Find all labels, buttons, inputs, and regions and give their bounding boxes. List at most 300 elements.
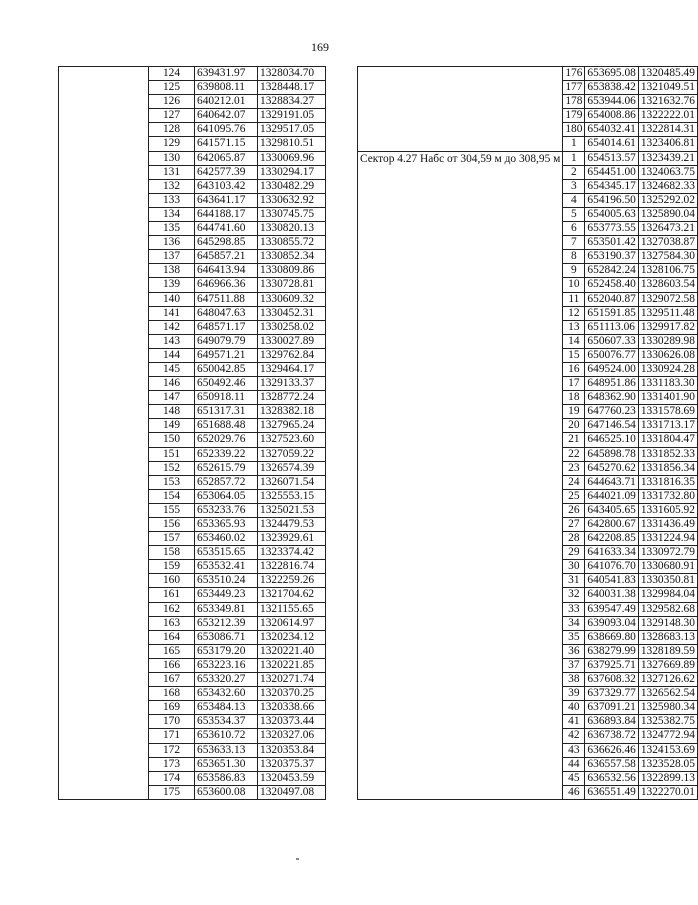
coord-y: 1331816.35 <box>638 475 697 489</box>
coord-y: 1322270.01 <box>638 785 697 799</box>
coord-x: 652029.76 <box>195 433 258 447</box>
coord-x: 644188.17 <box>195 207 258 221</box>
coord-y: 1330294.17 <box>258 165 326 179</box>
coord-x: 648571.17 <box>195 320 258 334</box>
coord-x: 640541.83 <box>585 574 638 588</box>
coord-x: 649571.21 <box>195 348 258 362</box>
point-number: 150 <box>149 433 195 447</box>
coord-x: 652615.79 <box>195 461 258 475</box>
coord-x: 645898.78 <box>585 447 638 461</box>
coord-y: 1328189.59 <box>638 644 697 658</box>
coord-x: 653233.76 <box>195 503 258 517</box>
point-number: 177 <box>563 81 585 95</box>
coord-x: 636738.72 <box>585 729 638 743</box>
coord-x: 648951.86 <box>585 377 638 391</box>
coord-x: 641076.70 <box>585 560 638 574</box>
coord-y: 1330972.79 <box>638 546 697 560</box>
point-number: 162 <box>149 602 195 616</box>
point-number: 42 <box>563 729 585 743</box>
point-number: 168 <box>149 687 195 701</box>
point-number: 134 <box>149 207 195 221</box>
sector-label: Сектор 4.27 Набс от 304,59 м до 308,95 м <box>358 151 563 799</box>
table-row <box>358 67 698 81</box>
point-number: 149 <box>149 419 195 433</box>
point-number: 170 <box>149 715 195 729</box>
point-number: 1 <box>563 151 585 165</box>
coord-x: 639547.49 <box>585 602 638 616</box>
coord-y: 1331732.80 <box>638 489 697 503</box>
coord-x: 654005.63 <box>585 207 638 221</box>
coord-y: 1331436.49 <box>638 518 697 532</box>
coord-y: 1329810.51 <box>258 137 326 151</box>
coord-x: 637608.32 <box>585 673 638 687</box>
point-number: 26 <box>563 503 585 517</box>
coord-y: 1322222.01 <box>638 109 697 123</box>
coord-x: 653460.02 <box>195 532 258 546</box>
point-number: 135 <box>149 222 195 236</box>
coord-y: 1328106.75 <box>638 264 697 278</box>
coord-x: 653838.42 <box>585 81 638 95</box>
coord-x: 650607.33 <box>585 334 638 348</box>
coord-y: 1330745.75 <box>258 207 326 221</box>
point-number: 158 <box>149 546 195 560</box>
coord-y: 1329517.05 <box>258 123 326 137</box>
coord-y: 1330289.98 <box>638 334 697 348</box>
coord-x: 653510.24 <box>195 574 258 588</box>
coord-y: 1327059.22 <box>258 447 326 461</box>
point-number: 27 <box>563 518 585 532</box>
coord-x: 654014.61 <box>585 137 638 151</box>
point-number: 18 <box>563 391 585 405</box>
coord-x: 653534.37 <box>195 715 258 729</box>
point-number: 12 <box>563 306 585 320</box>
coord-y: 1320221.85 <box>258 658 326 672</box>
point-number: 157 <box>149 532 195 546</box>
point-number: 180 <box>563 123 585 137</box>
point-number: 153 <box>149 475 195 489</box>
coord-y: 1331713.17 <box>638 419 697 433</box>
coord-y: 1330626.08 <box>638 348 697 362</box>
point-number: 45 <box>563 771 585 785</box>
point-number: 30 <box>563 560 585 574</box>
coord-y: 1330820.13 <box>258 222 326 236</box>
coord-y: 1329511.48 <box>638 306 697 320</box>
coord-y: 1325292.02 <box>638 193 697 207</box>
point-number: 176 <box>563 67 585 81</box>
coord-y: 1328834.27 <box>258 95 326 109</box>
coord-y: 1328603.54 <box>638 278 697 292</box>
coord-y: 1323406.81 <box>638 137 697 151</box>
point-number: 164 <box>149 630 195 644</box>
point-number: 133 <box>149 193 195 207</box>
coord-x: 639093.04 <box>585 616 638 630</box>
coord-y: 1331804.47 <box>638 433 697 447</box>
point-number: 174 <box>149 771 195 785</box>
coord-y: 1325553.15 <box>258 489 326 503</box>
coord-x: 645857.21 <box>195 250 258 264</box>
coord-y: 1320271.74 <box>258 673 326 687</box>
point-number: 147 <box>149 391 195 405</box>
coord-y: 1328382.18 <box>258 405 326 419</box>
coord-x: 653365.93 <box>195 518 258 532</box>
point-number: 126 <box>149 95 195 109</box>
point-number: 140 <box>149 292 195 306</box>
coordinates-table-left <box>58 66 326 800</box>
coord-x: 642577.39 <box>195 165 258 179</box>
coord-x: 637925.71 <box>585 658 638 672</box>
coord-y: 1320453.59 <box>258 771 326 785</box>
point-number: 156 <box>149 518 195 532</box>
point-number: 130 <box>149 151 195 165</box>
coord-x: 653633.13 <box>195 743 258 757</box>
coord-y: 1322259.26 <box>258 574 326 588</box>
coord-y: 1331852.33 <box>638 447 697 461</box>
point-number: 36 <box>563 644 585 658</box>
coord-x: 643641.17 <box>195 193 258 207</box>
coord-y: 1329582.68 <box>638 602 697 616</box>
coord-x: 645270.62 <box>585 461 638 475</box>
coord-x: 640212.01 <box>195 95 258 109</box>
coord-y: 1325890.04 <box>638 207 697 221</box>
coord-y: 1330728.81 <box>258 278 326 292</box>
coord-y: 1330069.96 <box>258 151 326 165</box>
point-number: 2 <box>563 165 585 179</box>
point-number: 46 <box>563 785 585 799</box>
coord-x: 647760.23 <box>585 405 638 419</box>
coord-x: 653651.30 <box>195 757 258 771</box>
point-number: 172 <box>149 743 195 757</box>
coord-y: 1329191.05 <box>258 109 326 123</box>
coord-y: 1325980.34 <box>638 701 697 715</box>
coord-x: 653064.05 <box>195 489 258 503</box>
point-number: 128 <box>149 123 195 137</box>
coord-y: 1321704.62 <box>258 588 326 602</box>
coord-x: 654513.57 <box>585 151 638 165</box>
coord-x: 636551.49 <box>585 785 638 799</box>
coord-x: 651688.48 <box>195 419 258 433</box>
coord-x: 653449.23 <box>195 588 258 602</box>
coord-y: 1320234.12 <box>258 630 326 644</box>
point-number: 161 <box>149 588 195 602</box>
point-number: 165 <box>149 644 195 658</box>
coord-x: 647146.54 <box>585 419 638 433</box>
coord-x: 654451.00 <box>585 165 638 179</box>
coord-y: 1324479.53 <box>258 518 326 532</box>
coord-y: 1327038.87 <box>638 236 697 250</box>
coord-y: 1331183.30 <box>638 377 697 391</box>
point-number: 160 <box>149 574 195 588</box>
coord-x: 651591.85 <box>585 306 638 320</box>
coord-y: 1320614.97 <box>258 616 326 630</box>
point-number: 31 <box>563 574 585 588</box>
coord-x: 636532.56 <box>585 771 638 785</box>
table-row <box>358 151 698 165</box>
coord-y: 1330855.72 <box>258 236 326 250</box>
point-number: 166 <box>149 658 195 672</box>
coord-x: 654196.50 <box>585 193 638 207</box>
coord-y: 1322814.31 <box>638 123 697 137</box>
coord-x: 653086.71 <box>195 630 258 644</box>
point-number: 148 <box>149 405 195 419</box>
coord-x: 636557.58 <box>585 757 638 771</box>
coord-x: 647511.88 <box>195 292 258 306</box>
point-number: 7 <box>563 236 585 250</box>
point-number: 35 <box>563 630 585 644</box>
sector-cell <box>358 67 563 152</box>
coord-y: 1330258.02 <box>258 320 326 334</box>
coord-x: 652458.40 <box>585 278 638 292</box>
point-number: 44 <box>563 757 585 771</box>
coord-y: 1329133.37 <box>258 377 326 391</box>
coord-y: 1327584.30 <box>638 250 697 264</box>
coord-y: 1322899.13 <box>638 771 697 785</box>
coord-x: 639431.97 <box>195 67 258 81</box>
coord-x: 644643.71 <box>585 475 638 489</box>
coord-y: 1325021.53 <box>258 503 326 517</box>
coord-y: 1330609.32 <box>258 292 326 306</box>
point-number: 8 <box>563 250 585 264</box>
coord-y: 1327669.89 <box>638 658 697 672</box>
coord-y: 1324063.75 <box>638 165 697 179</box>
coord-x: 641633.34 <box>585 546 638 560</box>
point-number: 125 <box>149 81 195 95</box>
coord-x: 640642.07 <box>195 109 258 123</box>
coord-y: 1320338.66 <box>258 701 326 715</box>
coord-x: 650492.46 <box>195 377 258 391</box>
coordinates-table-right <box>357 66 698 800</box>
coord-x: 650076.77 <box>585 348 638 362</box>
coord-x: 653190.37 <box>585 250 638 264</box>
point-number: 28 <box>563 532 585 546</box>
coord-x: 653179.20 <box>195 644 258 658</box>
coord-x: 653515.65 <box>195 546 258 560</box>
point-number: 143 <box>149 334 195 348</box>
point-number: 146 <box>149 377 195 391</box>
point-number: 38 <box>563 673 585 687</box>
coord-y: 1320353.84 <box>258 743 326 757</box>
coord-y: 1330350.81 <box>638 574 697 588</box>
coord-y: 1320375.37 <box>258 757 326 771</box>
coord-x: 642208.85 <box>585 532 638 546</box>
coord-y: 1321049.51 <box>638 81 697 95</box>
coord-y: 1326562.54 <box>638 687 697 701</box>
point-number: 40 <box>563 701 585 715</box>
point-number: 1 <box>563 137 585 151</box>
coord-x: 643103.42 <box>195 179 258 193</box>
coord-x: 650042.85 <box>195 362 258 376</box>
coord-x: 638279.99 <box>585 644 638 658</box>
table-row <box>59 67 326 81</box>
coord-x: 654345.17 <box>585 179 638 193</box>
point-number: 163 <box>149 616 195 630</box>
coord-x: 637091.21 <box>585 701 638 715</box>
coord-y: 1329762.84 <box>258 348 326 362</box>
coord-x: 652842.24 <box>585 264 638 278</box>
coord-x: 636893.84 <box>585 715 638 729</box>
coord-x: 653610.72 <box>195 729 258 743</box>
point-number: 131 <box>149 165 195 179</box>
coord-y: 1331224.94 <box>638 532 697 546</box>
point-number: 9 <box>563 264 585 278</box>
point-number: 129 <box>149 137 195 151</box>
sector-cell <box>59 67 149 800</box>
coord-x: 653349.81 <box>195 602 258 616</box>
point-number: 159 <box>149 560 195 574</box>
coord-y: 1323929.61 <box>258 532 326 546</box>
coord-y: 1320373.44 <box>258 715 326 729</box>
point-number: 132 <box>149 179 195 193</box>
coord-x: 653773.55 <box>585 222 638 236</box>
point-number: 173 <box>149 757 195 771</box>
coord-y: 1329464.17 <box>258 362 326 376</box>
coord-x: 653944.06 <box>585 95 638 109</box>
coord-y: 1321632.76 <box>638 95 697 109</box>
coord-y: 1327965.24 <box>258 419 326 433</box>
coord-x: 636626.46 <box>585 743 638 757</box>
coord-x: 654008.86 <box>585 109 638 123</box>
point-number: 16 <box>563 362 585 376</box>
point-number: 22 <box>563 447 585 461</box>
point-number: 41 <box>563 715 585 729</box>
point-number: 175 <box>149 785 195 799</box>
point-number: 33 <box>563 602 585 616</box>
coord-x: 652040.87 <box>585 292 638 306</box>
point-number: 37 <box>563 658 585 672</box>
coord-x: 653320.27 <box>195 673 258 687</box>
coord-x: 653212.39 <box>195 616 258 630</box>
coord-x: 642800.67 <box>585 518 638 532</box>
point-number: 136 <box>149 236 195 250</box>
coord-y: 1330809.86 <box>258 264 326 278</box>
point-number: 167 <box>149 673 195 687</box>
coord-x: 653223.16 <box>195 658 258 672</box>
coord-y: 1329072.58 <box>638 292 697 306</box>
coord-y: 1329917.82 <box>638 320 697 334</box>
point-number: 25 <box>563 489 585 503</box>
point-number: 15 <box>563 348 585 362</box>
coord-y: 1327523.60 <box>258 433 326 447</box>
coord-x: 644741.60 <box>195 222 258 236</box>
point-number: 21 <box>563 433 585 447</box>
point-number: 171 <box>149 729 195 743</box>
coord-x: 653695.08 <box>585 67 638 81</box>
coord-y: 1320327.06 <box>258 729 326 743</box>
coord-x: 646413.94 <box>195 264 258 278</box>
coord-y: 1328034.70 <box>258 67 326 81</box>
point-number: 178 <box>563 95 585 109</box>
point-number: 14 <box>563 334 585 348</box>
page-number: 169 <box>311 40 329 54</box>
coord-x: 645298.85 <box>195 236 258 250</box>
coord-x: 646525.10 <box>585 433 638 447</box>
coord-x: 646966.36 <box>195 278 258 292</box>
point-number: 138 <box>149 264 195 278</box>
point-number: 32 <box>563 588 585 602</box>
coord-x: 638669.80 <box>585 630 638 644</box>
point-number: 141 <box>149 306 195 320</box>
point-number: 43 <box>563 743 585 757</box>
point-number: 19 <box>563 405 585 419</box>
point-number: 11 <box>563 292 585 306</box>
point-number: 139 <box>149 278 195 292</box>
coord-y: 1322816.74 <box>258 560 326 574</box>
coord-y: 1328448.17 <box>258 81 326 95</box>
coord-y: 1327126.62 <box>638 673 697 687</box>
coord-x: 653432.60 <box>195 687 258 701</box>
coord-y: 1329984.04 <box>638 588 697 602</box>
coord-y: 1326473.21 <box>638 222 697 236</box>
coord-y: 1331856.34 <box>638 461 697 475</box>
coord-y: 1329148.30 <box>638 616 697 630</box>
coord-x: 653484.13 <box>195 701 258 715</box>
point-number: 23 <box>563 461 585 475</box>
coord-x: 652857.72 <box>195 475 258 489</box>
point-number: 144 <box>149 348 195 362</box>
coord-y: 1321155.65 <box>258 602 326 616</box>
point-number: 127 <box>149 109 195 123</box>
coord-y: 1323374.42 <box>258 546 326 560</box>
point-number: 39 <box>563 687 585 701</box>
coord-y: 1320497.08 <box>258 785 326 799</box>
point-number: 142 <box>149 320 195 334</box>
coord-y: 1325382.75 <box>638 715 697 729</box>
coord-y: 1328772.24 <box>258 391 326 405</box>
coord-x: 642065.87 <box>195 151 258 165</box>
point-number: 5 <box>563 207 585 221</box>
coord-y: 1330852.34 <box>258 250 326 264</box>
coord-y: 1324682.33 <box>638 179 697 193</box>
point-number: 151 <box>149 447 195 461</box>
coord-y: 1320370.25 <box>258 687 326 701</box>
coord-x: 649524.00 <box>585 362 638 376</box>
coord-x: 650918.11 <box>195 391 258 405</box>
point-number: 145 <box>149 362 195 376</box>
point-number: 20 <box>563 419 585 433</box>
coord-y: 1328683.13 <box>638 630 697 644</box>
coord-x: 654032.41 <box>585 123 638 137</box>
coord-x: 641571.15 <box>195 137 258 151</box>
point-number: 6 <box>563 222 585 236</box>
coord-y: 1320221.40 <box>258 644 326 658</box>
point-number: 29 <box>563 546 585 560</box>
coord-x: 651113.06 <box>585 320 638 334</box>
point-number: 155 <box>149 503 195 517</box>
point-number: 3 <box>563 179 585 193</box>
point-number: 34 <box>563 616 585 630</box>
coord-x: 652339.22 <box>195 447 258 461</box>
coord-x: 643405.65 <box>585 503 638 517</box>
coord-y: 1323439.21 <box>638 151 697 165</box>
coord-x: 637329.77 <box>585 687 638 701</box>
coord-y: 1331401.90 <box>638 391 697 405</box>
coord-x: 653501.42 <box>585 236 638 250</box>
point-number: 24 <box>563 475 585 489</box>
coord-y: 1324772.94 <box>638 729 697 743</box>
coord-y: 1330632.92 <box>258 193 326 207</box>
coord-x: 653600.08 <box>195 785 258 799</box>
coord-y: 1330924.28 <box>638 362 697 376</box>
point-number: 137 <box>149 250 195 264</box>
coord-x: 653532.41 <box>195 560 258 574</box>
point-number: 169 <box>149 701 195 715</box>
coord-y: 1323528.05 <box>638 757 697 771</box>
coord-x: 640031.38 <box>585 588 638 602</box>
coord-y: 1330452.31 <box>258 306 326 320</box>
point-number: 17 <box>563 377 585 391</box>
coord-x: 649079.79 <box>195 334 258 348</box>
coord-x: 648047.63 <box>195 306 258 320</box>
coord-y: 1330482.29 <box>258 179 326 193</box>
